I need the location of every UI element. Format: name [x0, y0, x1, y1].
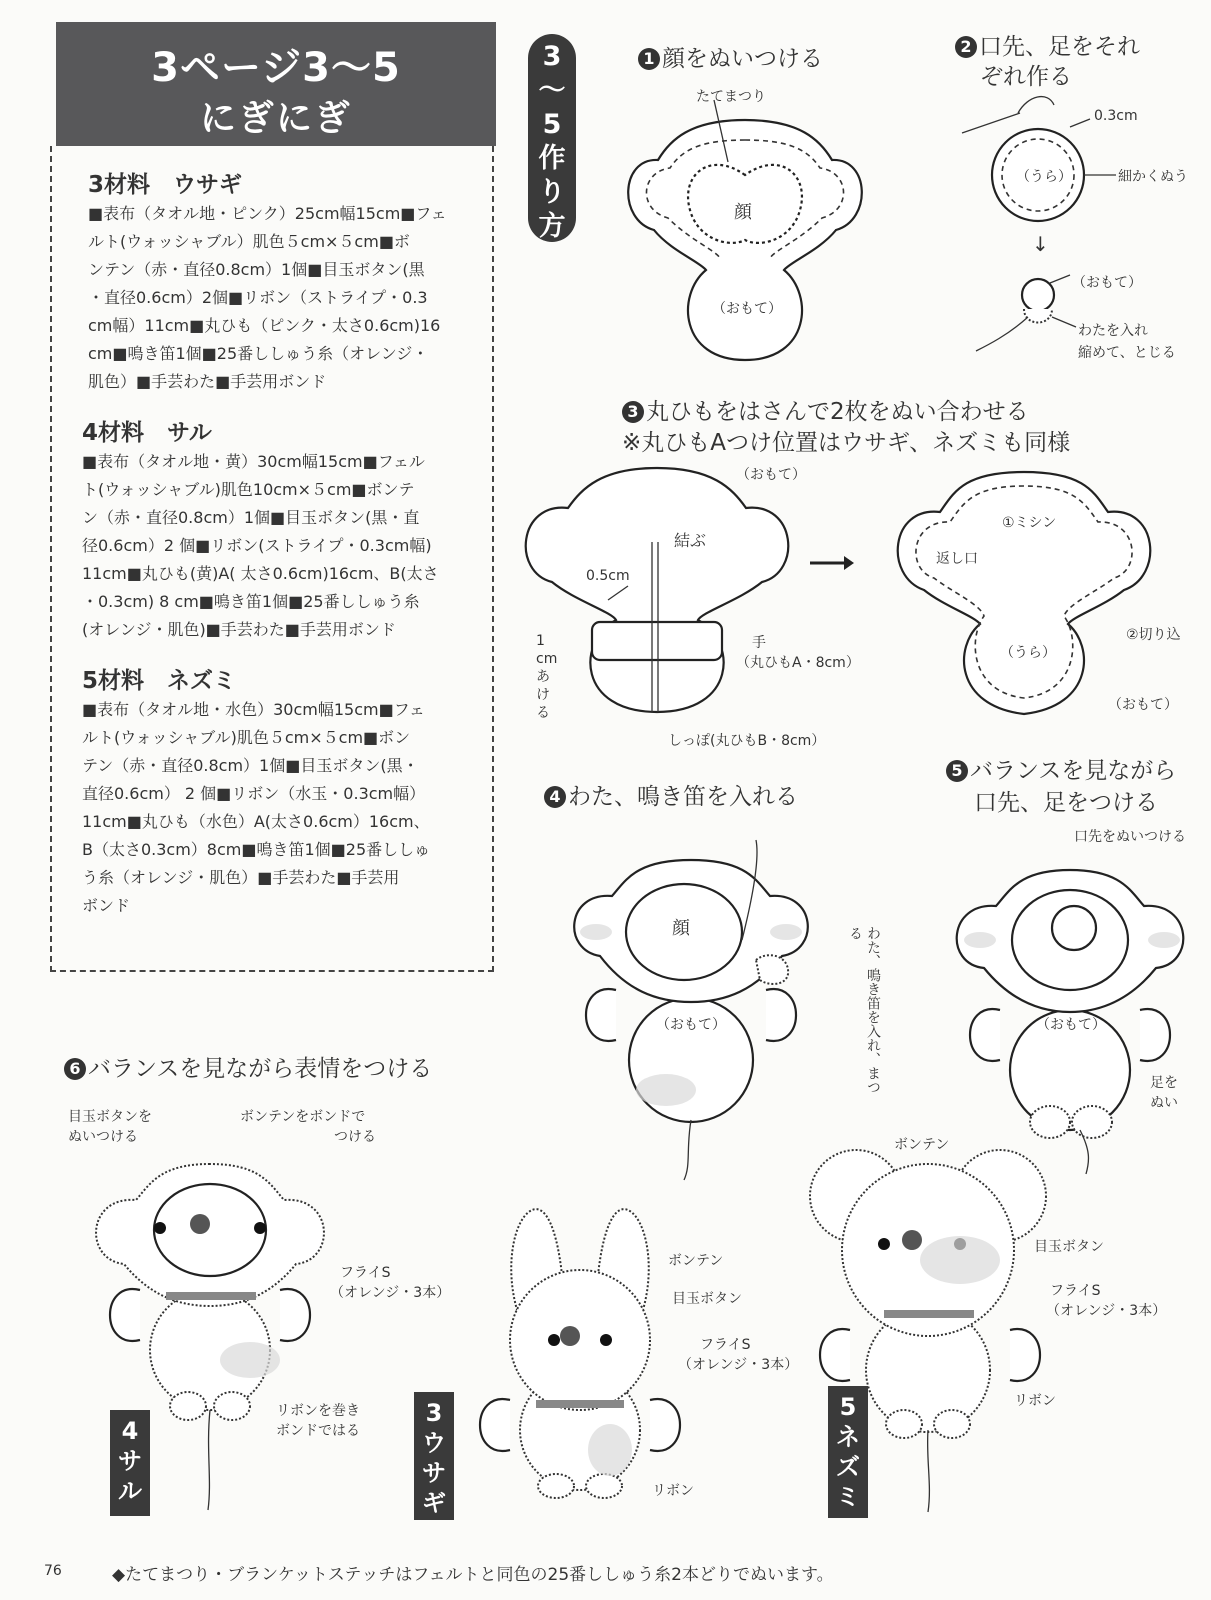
return-opening-note: 返し口: [936, 551, 978, 567]
rabbit-materials-list: ■表布（タオル地・ピンク）25cm幅15cm■フェ ルト(ウォッシャブル）肌色５cm×５cm■ボ ンテン（赤・直径0.8cm）1個■目玉ボタン(黒 ・直径0.6cm）2個■リボン（ストライプ・0.3 cm幅）11cm■丸ひも（ピンク・太さ0.6cm)16 cm■鳴き笛1個■25番ししゅう糸（オレンジ・ 肌色）■手芸わた■手芸用ボンド: [88, 204, 447, 391]
monkey-materials-heading: 4材料 サル: [82, 420, 212, 446]
mouse-fly-note: フライS: [1050, 1283, 1101, 1299]
back-label-3: （うら）: [1000, 645, 1056, 661]
step-4-number: 4: [544, 786, 566, 808]
step-4-diagram: [556, 820, 826, 1190]
front-label-3: （おもて）: [736, 467, 806, 483]
tie-note: 結ぶ: [674, 531, 707, 550]
stuff-note-1: わたを入れ: [1078, 323, 1148, 339]
pompom-note-2: つける: [334, 1129, 376, 1145]
step-3-number: 3: [622, 401, 644, 423]
stitch-note: たてまつり: [696, 89, 766, 105]
pompom-note: ボンテンをボンドで: [240, 1109, 366, 1125]
rabbit-eye-note: 目玉ボタン: [672, 1291, 742, 1307]
step-6-number: 6: [64, 1058, 86, 1080]
step-5-number: 5: [946, 760, 968, 782]
size-note: 0.3cm: [1094, 108, 1138, 124]
ribbon-note-2: ボンドではる: [276, 1423, 360, 1439]
step-3-heading-line2: ※丸ひもAつけ位置はウサギ、ネズミも同様: [622, 430, 1071, 456]
finished-rabbit-illustration: [470, 1200, 690, 1500]
step-3-heading: 3 丸ひもをはさんで2枚をぬい合わせる: [622, 393, 1029, 426]
rabbit-ribbon-note: リボン: [652, 1483, 694, 1499]
eye-button-note: 目玉ボタンを: [68, 1109, 152, 1125]
front-label-5: （おもて）: [656, 1017, 726, 1033]
rabbit-pompom-note: ボンテン: [668, 1253, 724, 1269]
hand-note: 手: [752, 635, 766, 651]
mouse-materials-heading: 5材料 ネズミ: [82, 668, 237, 694]
feet-note-2: ぬい: [1150, 1095, 1178, 1111]
step-2-heading: 2 口先、足をそれ: [955, 28, 1140, 61]
fly-stitch-note: フライS: [340, 1265, 391, 1281]
page-subtitle: にぎにぎ: [199, 98, 352, 139]
stuffing-vertical-note: わた、鳴き笛を入れ、まつる: [847, 926, 881, 1094]
face-label-2: 顔: [672, 918, 690, 939]
fine-stitch-note: 細かくぬう: [1118, 169, 1188, 185]
gap-note: 0.5cm: [586, 568, 630, 584]
mouse-materials-list: ■表布（タオル地・水色）30cm幅15cm■フェ ルト(ウォッシャブル)肌色５cm×５cm■ボン テン（赤・直径0.8cm）1個■目玉ボタン(黒・ 直径0.6cm） 2 個■リボン（水玉・0.3cm幅） 11cm■丸ひも（水色）A(太さ0.6cm）16cm、 B（太さ0.3cm）8cm■鳴き笛1個■25番ししゅ う糸（オレンジ・肌色）■手芸わた■手芸用 ボンド: [82, 700, 431, 915]
step-5-diagram: [940, 840, 1211, 1180]
front-label: （おもて）: [712, 301, 782, 317]
step-1-number: 1: [638, 48, 660, 70]
step-2-heading-line2: ぞれ作る: [980, 64, 1072, 90]
tail-note: しっぽ(丸ひもB・8cm）: [668, 733, 826, 749]
step-4-heading: 4 わた、鳴き笛を入れる: [544, 778, 798, 811]
mouse-pompom-note: ボンテン: [894, 1137, 950, 1153]
hand-note-2: （丸ひもA・8cm）: [736, 655, 860, 671]
stuff-note-2: 縮めて、とじる: [1078, 345, 1176, 361]
materials-box: [50, 146, 494, 972]
rabbit-fly-note-2: （オレンジ・3本）: [678, 1357, 799, 1373]
feet-note: 足を: [1150, 1075, 1178, 1091]
cut-note: ②切り込: [1126, 627, 1181, 643]
mouse-label: 5ネズミ: [828, 1386, 868, 1518]
page-header: [56, 22, 496, 146]
step-5-heading-line2: 口先、足をつける: [974, 790, 1158, 816]
front-label-2: （おもて）: [1072, 275, 1142, 291]
eye-button-note-2: ぬいつける: [68, 1129, 138, 1145]
step-5-heading: 5 バランスを見ながら: [946, 752, 1176, 785]
back-label: （うら）: [1016, 169, 1072, 185]
face-label: 顔: [734, 202, 752, 223]
mouse-fly-note-2: （オレンジ・3本）: [1046, 1303, 1167, 1319]
step-1-heading: 1 顔をぬいつける: [638, 40, 823, 73]
mouse-ribbon-note: リボン: [1014, 1393, 1056, 1409]
down-arrow: ↓: [1032, 232, 1049, 256]
monkey-materials-list: ■表布（タオル地・黄）30cm幅15cm■フェル ト(ウォッシャブル)肌色10cm×５cm■ボンテ ン（赤・直径0.8cm）1個■目玉ボタン(黒・直 径0.6cm）2 個■リボン(ストライプ・0.3cm幅) 11cm■丸ひも(黄)A( 太さ0.6cm)16cm、B(太さ ・0.3cm) 8 cm■鳴き笛1個■25番ししゅう糸 (オレンジ・肌色)■手芸わた■手芸用ボンド: [82, 452, 439, 639]
page-number: 76: [44, 1563, 62, 1579]
opening-note: 1 cm あけ る: [536, 633, 558, 721]
ribbon-note: リボンを巻き: [276, 1403, 360, 1419]
mouth-note: 口先をぬいつける: [1074, 829, 1186, 845]
step-2-number: 2: [955, 36, 977, 58]
step-3-right-diagram: [884, 466, 1174, 728]
front-label-6: （おもて）: [1036, 1017, 1106, 1033]
footer-note: ◆たてまつり・ブランケットステッチはフェルトと同色の25番ししゅう糸2本どりでぬいます。: [112, 1565, 834, 1585]
rabbit-fly-note: フライS: [700, 1337, 751, 1353]
rabbit-label: 3ウサギ: [414, 1392, 454, 1520]
rabbit-materials-heading: 3材料 ウサギ: [88, 172, 243, 198]
monkey-label: 4サル: [110, 1410, 150, 1516]
machine-note: ①ミシン: [1002, 515, 1057, 531]
front-label-4: （おもて）: [1108, 697, 1178, 713]
how-to-make-label: 3 〜 5 作 り 方: [528, 34, 576, 242]
step-6-heading: 6 バランスを見ながら表情をつける: [64, 1050, 432, 1083]
right-arrow-icon: [806, 548, 856, 578]
fly-stitch-note-2: （オレンジ・3本）: [330, 1285, 451, 1301]
mouse-eye-note: 目玉ボタン: [1034, 1239, 1104, 1255]
page-title: 3ページ3〜5: [151, 45, 401, 91]
step-1-diagram: [610, 80, 880, 370]
